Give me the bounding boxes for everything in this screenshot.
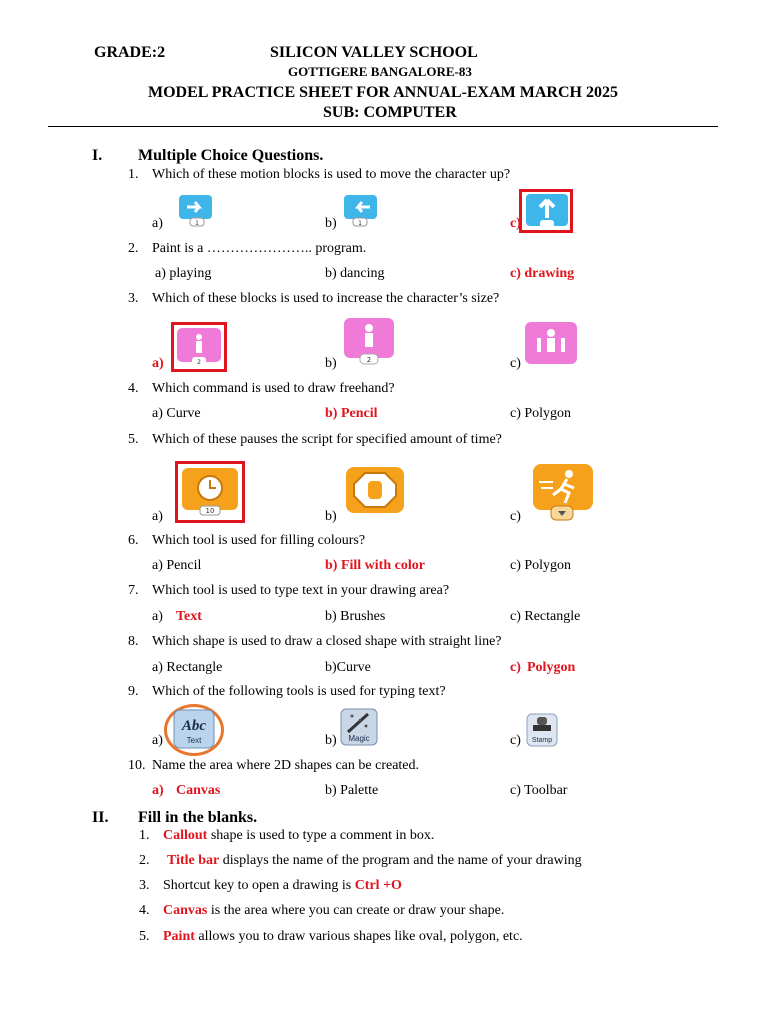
blank-text: is the area where you can create or draw your shape. [207,903,505,918]
move-right-block-icon [178,193,214,229]
block-count-label: 10 [205,507,215,515]
text-tool-icon [173,709,215,749]
magic-tool-icon [340,708,378,746]
school-name: SILICON VALLEY SCHOOL [270,44,478,61]
blank-item [163,929,523,945]
magic-tool-caption: Magic [348,734,370,743]
blank-number: 1. [139,828,150,843]
grade-label: GRADE:2 [94,44,166,61]
option-c: c) Polygon [510,406,572,421]
section-1-title: Multiple Choice Questions. [138,147,324,164]
blank-text: Shortcut key to open a drawing is [163,878,355,893]
question-text: Which of the following tools is used for typing text? [152,684,446,699]
section-2-number: II. [92,809,109,826]
section-2-title: Fill in the blanks. [138,809,258,826]
blank-text: displays the name of the program and the name of your drawing [219,853,582,868]
option-a: a) [152,609,163,624]
option-a-answer-text: Text [176,609,202,624]
option-b: b) dancing [325,266,385,281]
question-text: Which of these motion blocks is used to move the character up? [152,167,511,182]
question-number: 4. [128,381,139,396]
option-c-answer: c) drawing [510,266,575,281]
question-number: 7. [128,583,139,598]
question-number: 10. [128,758,146,773]
option-a: a) [152,509,163,524]
option-c: c) Polygon [510,558,572,573]
blank-answer: Ctrl +O [354,878,402,893]
blank-item [163,828,434,844]
option-a: a) [152,216,163,231]
reset-size-block-icon [523,320,579,366]
option-b: b) [325,356,337,371]
block-count-label: 2 [366,356,372,364]
blank-answer: Paint [163,929,195,944]
option-b-answer: b) Pencil [325,406,378,421]
blank-number: 5. [139,929,150,944]
section-1-number: I. [92,147,103,164]
option-c-answer-text: Polygon [527,660,576,675]
sheet-title: MODEL PRACTICE SHEET FOR ANNUAL-EXAM MARCH 2025 [148,84,618,101]
option-b: b)Curve [325,660,371,675]
question-number: 9. [128,684,139,699]
question-number: 8. [128,634,139,649]
blank-item [163,903,504,919]
stamp-tool-caption: Stamp [531,737,553,744]
blank-item [163,878,402,894]
option-a: a) Rectangle [152,660,223,675]
option-c: c) [510,356,521,371]
block-count-label: 1 [358,220,362,227]
question-text: Which command is used to draw freehand? [152,381,395,396]
option-a-answer: a) [152,783,164,798]
question-text: Which shape is used to draw a closed shape with straight line? [152,634,502,649]
question-number: 5. [128,432,139,447]
move-up-block-icon [524,192,570,230]
block-count-label: 2 [197,359,201,366]
blank-number: 3. [139,878,150,893]
blank-text: allows you to draw various shapes like oval, polygon, etc. [194,929,523,944]
option-a: a) Curve [152,406,201,421]
subject-label: SUB: COMPUTER [323,104,457,121]
blank-text: shape is used to type a comment in box. [207,828,435,843]
option-c: c) [510,509,521,524]
question-number: 2. [128,241,139,256]
option-b: b) [325,216,337,231]
option-b: b) [325,509,337,524]
question-text: Name the area where 2D shapes can be created. [152,758,420,773]
school-address: GOTTIGERE BANGALORE-83 [288,64,472,79]
question-number: 6. [128,533,139,548]
shrink-size-block-icon [342,316,396,366]
option-a: a) [152,733,163,748]
option-b: b) Brushes [325,609,386,624]
option-b: b) Palette [325,783,379,798]
text-tool-glyph: Abc [181,718,207,734]
blank-answer: Canvas [163,903,208,918]
option-c-answer: c) [510,216,521,231]
option-b-answer: b) Fill with color [325,558,425,573]
option-c: c) [510,733,521,748]
stamp-tool-icon [526,713,558,747]
blank-number: 2. [139,853,150,868]
question-number: 1. [128,167,139,182]
go-to-page-block-icon [531,462,595,524]
question-text: Which of these blocks is used to increase the character’s size? [152,291,500,306]
header-divider [48,126,718,127]
blank-answer: Title bar [167,853,220,868]
option-c: c) Rectangle [510,609,581,624]
stop-block-icon [344,465,406,515]
blank-answer: Callout [163,828,208,843]
option-a-answer-text: Canvas [176,783,221,798]
grow-size-block-icon [175,326,223,368]
question-text: Which tool is used for filling colours? [152,533,366,548]
text-tool-caption: Text [186,736,202,745]
question-number: 3. [128,291,139,306]
option-c-answer: c) [510,660,521,675]
wait-block-icon [180,466,240,518]
option-c: c) Toolbar [510,783,568,798]
option-a: a) playing [155,266,212,281]
question-text: Which tool is used to type text in your drawing area? [152,583,450,598]
move-left-block-icon [343,193,379,229]
option-a-answer: a) [152,356,164,371]
option-b: b) [325,733,337,748]
blank-number: 4. [139,903,150,918]
question-text: Paint is a ………………….. program. [152,241,367,256]
option-a: a) Pencil [152,558,202,573]
question-text: Which of these pauses the script for specified amount of time? [152,432,502,447]
block-count-label: 1 [195,220,199,227]
blank-item [167,853,582,869]
